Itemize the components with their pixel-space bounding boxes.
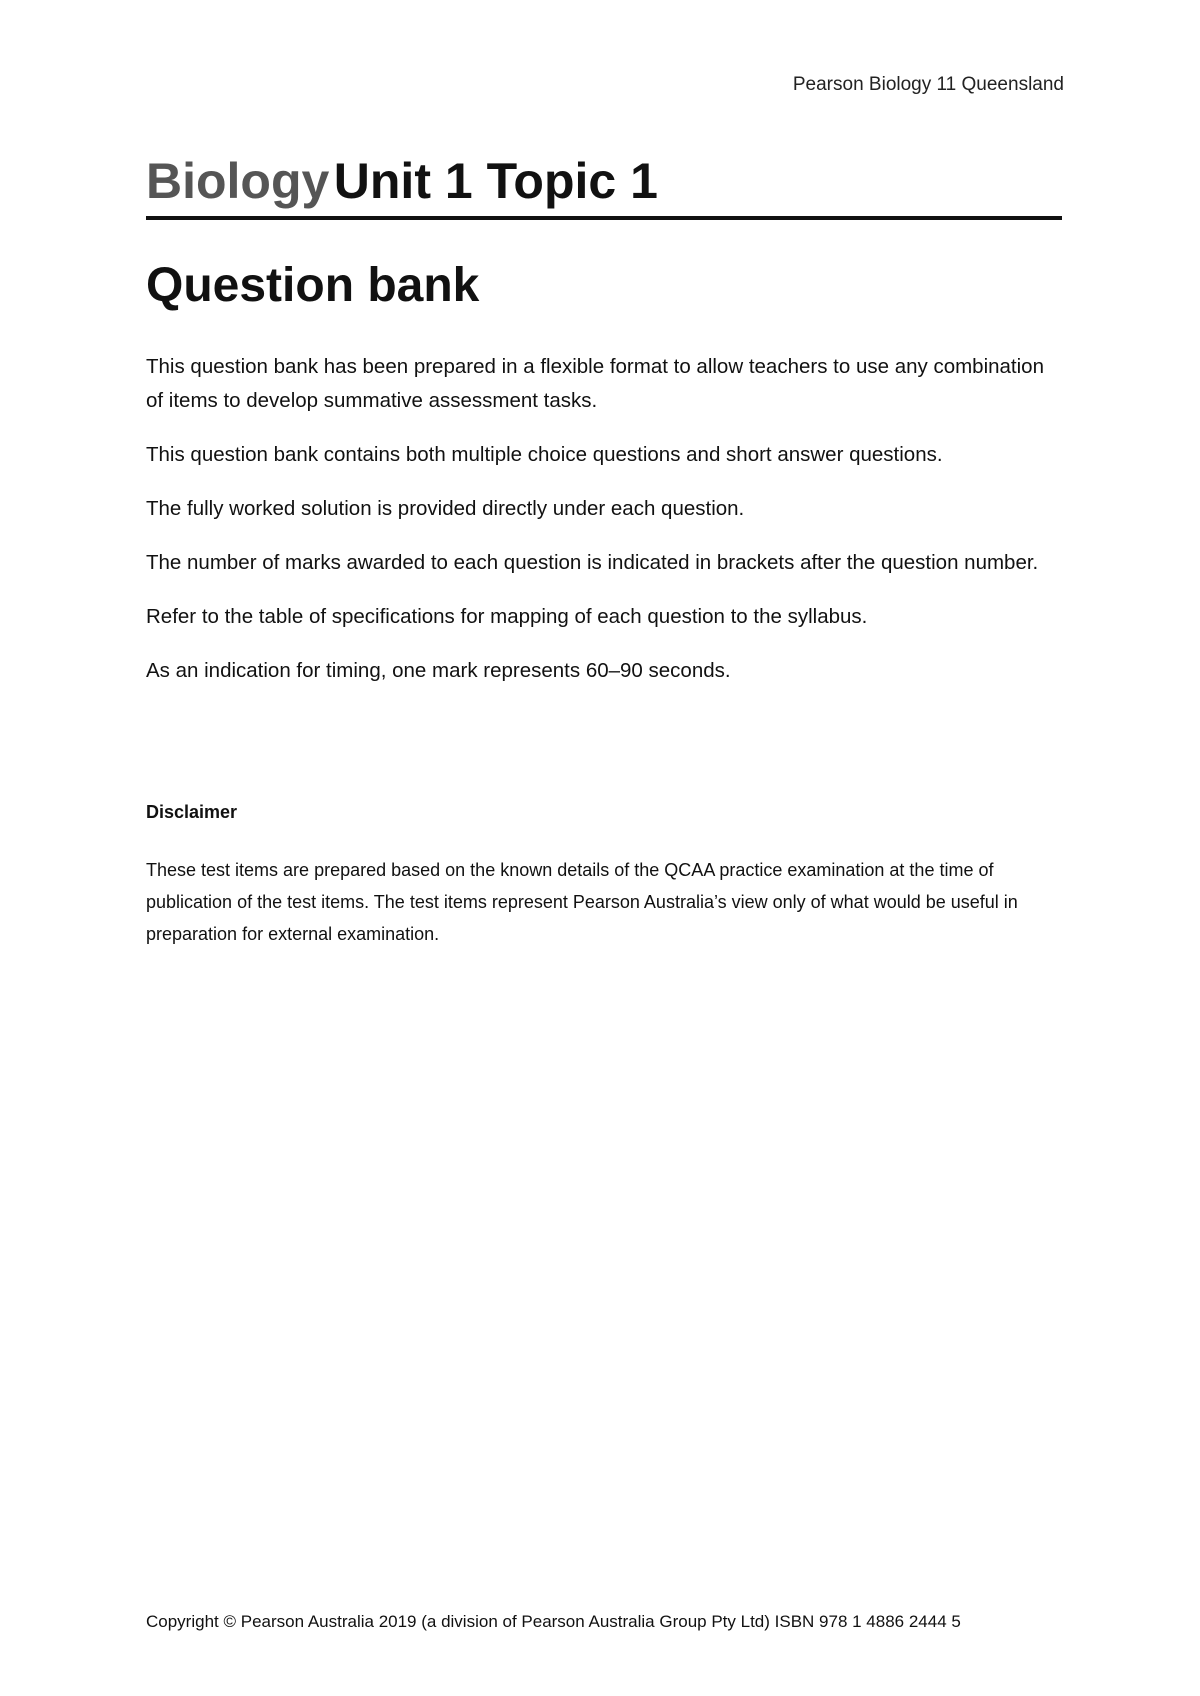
intro-paragraph: The fully worked solution is provided directly under each question. [146, 497, 745, 520]
intro-paragraph: The number of marks awarded to each question is indicated in brackets after the question number. [146, 551, 1039, 574]
disclaimer-heading: Disclaimer [146, 802, 238, 822]
copyright-footer: Copyright © Pearson Australia 2019 (a division of Pearson Australia Group Pty Ltd) ISBN 978 1 4886 2444 5 [146, 1612, 961, 1631]
intro-paragraph: Refer to the table of specifications for mapping of each question to the syllabus. [146, 605, 868, 628]
intro-paragraph: This question bank contains both multiple choice questions and short answer questions. [146, 443, 943, 466]
intro-paragraph: As an indication for timing, one mark represents 60–90 seconds. [146, 659, 731, 682]
document-title [146, 152, 1062, 220]
intro-paragraph: This question bank has been prepared in a flexible format to allow teachers to use any combination of items to develop summative assessment tasks. [146, 355, 1044, 412]
page-heading: Question bank [146, 259, 480, 312]
intro-section [146, 350, 1062, 708]
title-subject: Biology [146, 153, 330, 209]
running-header: Pearson Biology 11 Queensland [792, 74, 1064, 95]
title-unit-topic: Unit 1 Topic 1 [333, 153, 658, 209]
disclaimer-text: These test items are prepared based on the known details of the QCAA practice examination at the time of publication of the test items. The test items represent Pearson Australia’s view only of what would be useful in preparation for external examination. [146, 860, 1018, 944]
